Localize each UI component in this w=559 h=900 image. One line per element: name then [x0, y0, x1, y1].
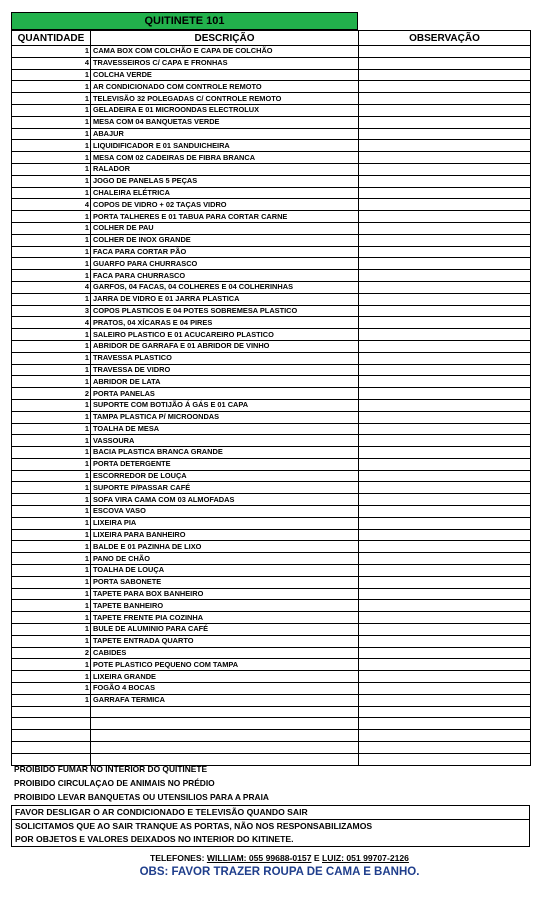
item-quantity: 1 [12, 246, 91, 258]
table-row [12, 506, 531, 518]
table-row [12, 364, 531, 376]
item-description: ESCORREDOR DE LOUÇA [91, 470, 359, 482]
table-row [12, 435, 531, 447]
item-observation [359, 211, 531, 223]
item-description: COPOS DE VIDRO + 02 TAÇAS VIDRO [91, 199, 359, 211]
table-row [12, 541, 531, 553]
table-row [12, 211, 531, 223]
item-observation [359, 494, 531, 506]
table-row [12, 281, 531, 293]
empty-row [12, 730, 531, 742]
item-description: TAPETE FRENTE PIA COZINHA [91, 612, 359, 624]
item-description: PORTA PANELAS [91, 388, 359, 400]
item-observation [359, 553, 531, 565]
item-observation [359, 352, 531, 364]
item-description: ABAJUR [91, 128, 359, 140]
empty-row [12, 742, 531, 754]
obs-note: OBS: FAVOR TRAZER ROUPA DE CAMA E BANHO. [139, 866, 420, 878]
phones-joiner: E [311, 853, 322, 863]
item-description: TAPETE BANHEIRO [91, 600, 359, 612]
empty-cell [91, 718, 359, 730]
item-observation [359, 317, 531, 329]
item-quantity: 1 [12, 293, 91, 305]
item-observation [359, 187, 531, 199]
rule-no-smoking: PROIBIDO FUMAR NO INTERIOR DO QUITINETE [14, 764, 208, 774]
item-description: SUPORTE COM BOTIJÃO Á GÁS E 01 CAPA [91, 399, 359, 411]
table-row [12, 187, 531, 199]
item-quantity: 1 [12, 329, 91, 341]
item-observation [359, 694, 531, 706]
item-description: TOALHA DE MESA [91, 423, 359, 435]
item-description: TOALHA DE LOUÇA [91, 565, 359, 577]
item-description: PRATOS, 04 XÍCARAS E 04 PIRES [91, 317, 359, 329]
item-description: PORTA TALHERES E 01 TABUA PARA CORTAR CARNE [91, 211, 359, 223]
item-quantity: 1 [12, 624, 91, 636]
item-quantity: 1 [12, 411, 91, 423]
item-description: LIXEIRA PARA BANHEIRO [91, 529, 359, 541]
item-observation [359, 246, 531, 258]
table-row [12, 659, 531, 671]
item-quantity: 1 [12, 423, 91, 435]
item-quantity: 1 [12, 447, 91, 459]
table-row [12, 576, 531, 588]
empty-cell [91, 742, 359, 754]
item-quantity: 1 [12, 104, 91, 116]
item-description: FACA PARA CORTAR PÃO [91, 246, 359, 258]
item-description: TRAVESSA PLASTICO [91, 352, 359, 364]
table-row [12, 600, 531, 612]
table-row [12, 447, 531, 459]
item-description: PORTA DETERGENTE [91, 458, 359, 470]
item-observation [359, 624, 531, 636]
item-observation [359, 435, 531, 447]
item-description: POTE PLASTICO PEQUENO COM TAMPA [91, 659, 359, 671]
table-row [12, 246, 531, 258]
item-quantity: 1 [12, 565, 91, 577]
item-description: GARRAFA TERMICA [91, 694, 359, 706]
phone-luiz: LUIZ: 051 99707-2126 [322, 853, 409, 863]
item-quantity: 1 [12, 612, 91, 624]
item-observation [359, 683, 531, 695]
item-description: AR CONDICIONADO COM CONTROLE REMOTO [91, 81, 359, 93]
item-quantity: 4 [12, 199, 91, 211]
table-row [12, 423, 531, 435]
item-observation [359, 163, 531, 175]
item-description: CHALEIRA ELÉTRICA [91, 187, 359, 199]
table-row [12, 612, 531, 624]
item-observation [359, 57, 531, 69]
item-observation [359, 152, 531, 164]
item-quantity: 1 [12, 529, 91, 541]
table-row [12, 305, 531, 317]
item-quantity: 1 [12, 222, 91, 234]
item-observation [359, 46, 531, 58]
item-quantity: 1 [12, 140, 91, 152]
table-row [12, 635, 531, 647]
phone-william: WILLIAM: 055 99688-0157 [206, 853, 312, 863]
notice-box [11, 805, 530, 847]
table-row [12, 128, 531, 140]
item-observation [359, 576, 531, 588]
item-description: ESCOVA VASO [91, 506, 359, 518]
table-row [12, 46, 531, 58]
item-description: LIXEIRA GRANDE [91, 671, 359, 683]
item-observation [359, 175, 531, 187]
item-quantity: 1 [12, 152, 91, 164]
item-observation [359, 612, 531, 624]
item-observation [359, 270, 531, 282]
table-row [12, 152, 531, 164]
table-row [12, 163, 531, 175]
table-row [12, 199, 531, 211]
table-row [12, 293, 531, 305]
empty-row [12, 706, 531, 718]
table-row [12, 529, 531, 541]
item-observation [359, 93, 531, 105]
empty-cell [12, 718, 91, 730]
item-quantity: 1 [12, 576, 91, 588]
inventory-table [11, 30, 531, 766]
item-quantity: 1 [12, 211, 91, 223]
empty-row [12, 718, 531, 730]
item-observation [359, 364, 531, 376]
item-description: PORTA SABONETE [91, 576, 359, 588]
item-quantity: 1 [12, 458, 91, 470]
item-observation [359, 541, 531, 553]
table-row [12, 376, 531, 388]
header-observation: OBSERVAÇÃO [359, 31, 531, 46]
item-description: TAMPA PLASTICA P/ MICROONDAS [91, 411, 359, 423]
item-observation [359, 69, 531, 81]
table-row [12, 683, 531, 695]
inventory-rows [12, 46, 531, 766]
table-row [12, 317, 531, 329]
item-description: GUARFO PARA CHURRASCO [91, 258, 359, 270]
empty-cell [91, 706, 359, 718]
item-description: VASSOURA [91, 435, 359, 447]
item-quantity: 1 [12, 494, 91, 506]
item-description: JOGO DE PANELAS 5 PEÇAS [91, 175, 359, 187]
item-observation [359, 116, 531, 128]
item-quantity: 1 [12, 399, 91, 411]
item-quantity: 1 [12, 352, 91, 364]
rule-no-beach-items: PROIBIDO LEVAR BANQUETAS OU UTENSILIOS PARA A PRAIA [14, 792, 269, 802]
empty-cell [359, 718, 531, 730]
empty-cell [12, 742, 91, 754]
item-description: TAPETE PARA BOX BANHEIRO [91, 588, 359, 600]
item-observation [359, 458, 531, 470]
item-quantity: 1 [12, 258, 91, 270]
item-quantity: 1 [12, 683, 91, 695]
item-observation [359, 258, 531, 270]
item-observation [359, 659, 531, 671]
item-description: CAMA BOX COM COLCHÃO E CAPA DE COLCHÃO [91, 46, 359, 58]
item-quantity: 1 [12, 588, 91, 600]
header-quantity: QUANTIDADE [12, 31, 91, 46]
item-quantity: 1 [12, 470, 91, 482]
item-quantity: 1 [12, 364, 91, 376]
table-row [12, 494, 531, 506]
sheet-title: QUITINETE 101 [11, 12, 358, 30]
table-row [12, 93, 531, 105]
item-observation [359, 671, 531, 683]
item-quantity: 1 [12, 46, 91, 58]
table-row [12, 81, 531, 93]
table-row [12, 470, 531, 482]
rules-list [14, 762, 269, 804]
item-quantity: 1 [12, 234, 91, 246]
item-description: TELEVISÃO 32 POLEGADAS C/ CONTROLE REMOTO [91, 93, 359, 105]
empty-cell [359, 753, 531, 765]
table-row [12, 482, 531, 494]
item-quantity: 1 [12, 600, 91, 612]
item-quantity: 2 [12, 388, 91, 400]
item-quantity: 1 [12, 270, 91, 282]
item-observation [359, 423, 531, 435]
phones-prefix: TELEFONES: [150, 853, 207, 863]
empty-cell [359, 742, 531, 754]
item-quantity: 1 [12, 482, 91, 494]
item-quantity: 1 [12, 93, 91, 105]
empty-cell [12, 706, 91, 718]
item-quantity: 3 [12, 305, 91, 317]
item-description: BALDE E 01 PAZINHA DE LIXO [91, 541, 359, 553]
item-quantity: 1 [12, 506, 91, 518]
item-quantity: 1 [12, 175, 91, 187]
item-description: TAPETE ENTRADA QUARTO [91, 635, 359, 647]
item-description: BACIA PLASTICA BRANCA GRANDE [91, 447, 359, 459]
item-quantity: 1 [12, 517, 91, 529]
table-row [12, 329, 531, 341]
item-observation [359, 305, 531, 317]
item-observation [359, 482, 531, 494]
table-row [12, 104, 531, 116]
item-observation [359, 199, 531, 211]
item-description: GARFOS, 04 FACAS, 04 COLHERES E 04 COLHERINHAS [91, 281, 359, 293]
empty-cell [91, 730, 359, 742]
item-observation [359, 128, 531, 140]
table-row [12, 411, 531, 423]
notice-line-3: POR OBJETOS E VALORES DEIXADOS NO INTERIOR DO KITINETE. [15, 834, 294, 844]
item-description: SOFA VIRA CAMA COM 03 ALMOFADAS [91, 494, 359, 506]
item-description: JARRA DE VIDRO E 01 JARRA PLASTICA [91, 293, 359, 305]
table-row [12, 517, 531, 529]
table-row [12, 694, 531, 706]
header-row [12, 31, 531, 46]
item-observation [359, 506, 531, 518]
item-description: SALEIRO PLASTICO E 01 ACUCAREIRO PLASTICO [91, 329, 359, 341]
item-observation [359, 647, 531, 659]
table-row [12, 553, 531, 565]
rule-no-animals: PROIBIDO CIRCULAÇAO DE ANIMAIS NO PRÉDIO [14, 778, 215, 788]
item-observation [359, 140, 531, 152]
item-observation [359, 388, 531, 400]
table-row [12, 388, 531, 400]
item-observation [359, 517, 531, 529]
item-quantity: 4 [12, 281, 91, 293]
item-observation [359, 81, 531, 93]
table-row [12, 565, 531, 577]
table-row [12, 140, 531, 152]
empty-cell [12, 730, 91, 742]
item-quantity: 1 [12, 163, 91, 175]
item-observation [359, 234, 531, 246]
item-description: CABIDES [91, 647, 359, 659]
table-row [12, 258, 531, 270]
inventory-sheet [11, 12, 530, 766]
item-observation [359, 635, 531, 647]
item-observation [359, 293, 531, 305]
item-description: LIXEIRA PIA [91, 517, 359, 529]
item-observation [359, 340, 531, 352]
item-observation [359, 329, 531, 341]
item-description: TRAVESSEIROS C/ CAPA E FRONHAS [91, 57, 359, 69]
table-row [12, 270, 531, 282]
item-description: PANO DE CHÃO [91, 553, 359, 565]
header-description: DESCRIÇÃO [91, 31, 359, 46]
item-description: FOGÃO 4 BOCAS [91, 683, 359, 695]
table-row [12, 57, 531, 69]
item-observation [359, 447, 531, 459]
table-row [12, 222, 531, 234]
item-quantity: 1 [12, 116, 91, 128]
item-description: COPOS PLASTICOS E 04 POTES SOBREMESA PLASTICO [91, 305, 359, 317]
item-observation [359, 281, 531, 293]
table-row [12, 624, 531, 636]
item-quantity: 1 [12, 81, 91, 93]
table-row [12, 588, 531, 600]
notice-line-1: FAVOR DESLIGAR O AR CONDICIONADO E TELEVISÃO QUANDO SAIR [12, 806, 529, 820]
item-description: MESA COM 02 CADEIRAS DE FIBRA BRANCA [91, 152, 359, 164]
item-quantity: 1 [12, 376, 91, 388]
empty-cell [359, 730, 531, 742]
item-description: ABRIDOR DE GARRAFA E 01 ABRIDOR DE VINHO [91, 340, 359, 352]
item-description: COLHER DE INOX GRANDE [91, 234, 359, 246]
table-row [12, 69, 531, 81]
table-row [12, 340, 531, 352]
item-observation [359, 588, 531, 600]
table-row [12, 175, 531, 187]
item-description: SUPORTE P/PASSAR CAFÉ [91, 482, 359, 494]
table-row [12, 647, 531, 659]
item-observation [359, 411, 531, 423]
item-observation [359, 470, 531, 482]
item-description: ABRIDOR DE LATA [91, 376, 359, 388]
empty-cell [359, 706, 531, 718]
table-row [12, 116, 531, 128]
item-observation [359, 376, 531, 388]
item-description: COLCHA VERDE [91, 69, 359, 81]
phones-line [0, 853, 559, 863]
table-row [12, 458, 531, 470]
item-description: LIQUIDIFICADOR E 01 SANDUICHEIRA [91, 140, 359, 152]
item-quantity: 1 [12, 69, 91, 81]
item-description: TRAVESSA DE VIDRO [91, 364, 359, 376]
item-description: RALADOR [91, 163, 359, 175]
title-row [11, 12, 530, 30]
item-quantity: 1 [12, 671, 91, 683]
item-quantity: 1 [12, 694, 91, 706]
item-description: BULE DE ALUMINIO PARA CAFÉ [91, 624, 359, 636]
item-description: MESA COM 04 BANQUETAS VERDE [91, 116, 359, 128]
item-observation [359, 104, 531, 116]
item-observation [359, 565, 531, 577]
item-quantity: 1 [12, 435, 91, 447]
item-quantity: 1 [12, 553, 91, 565]
item-quantity: 1 [12, 541, 91, 553]
item-quantity: 1 [12, 340, 91, 352]
item-quantity: 4 [12, 317, 91, 329]
item-quantity: 1 [12, 128, 91, 140]
table-row [12, 671, 531, 683]
item-quantity: 4 [12, 57, 91, 69]
item-quantity: 2 [12, 647, 91, 659]
item-observation [359, 399, 531, 411]
item-description: FACA PARA CHURRASCO [91, 270, 359, 282]
item-observation [359, 600, 531, 612]
table-row [12, 399, 531, 411]
item-quantity: 1 [12, 187, 91, 199]
item-observation [359, 529, 531, 541]
item-quantity: 1 [12, 659, 91, 671]
table-row [12, 234, 531, 246]
item-description: GELADEIRA E 01 MICROONDAS ELECTROLUX [91, 104, 359, 116]
notice-line-2: SOLICITAMOS QUE AO SAIR TRANQUE AS PORTAS, NÃO NOS RESPONSABILIZAMOS [15, 821, 373, 831]
item-quantity: 1 [12, 635, 91, 647]
item-description: COLHER DE PAU [91, 222, 359, 234]
item-observation [359, 222, 531, 234]
table-row [12, 352, 531, 364]
